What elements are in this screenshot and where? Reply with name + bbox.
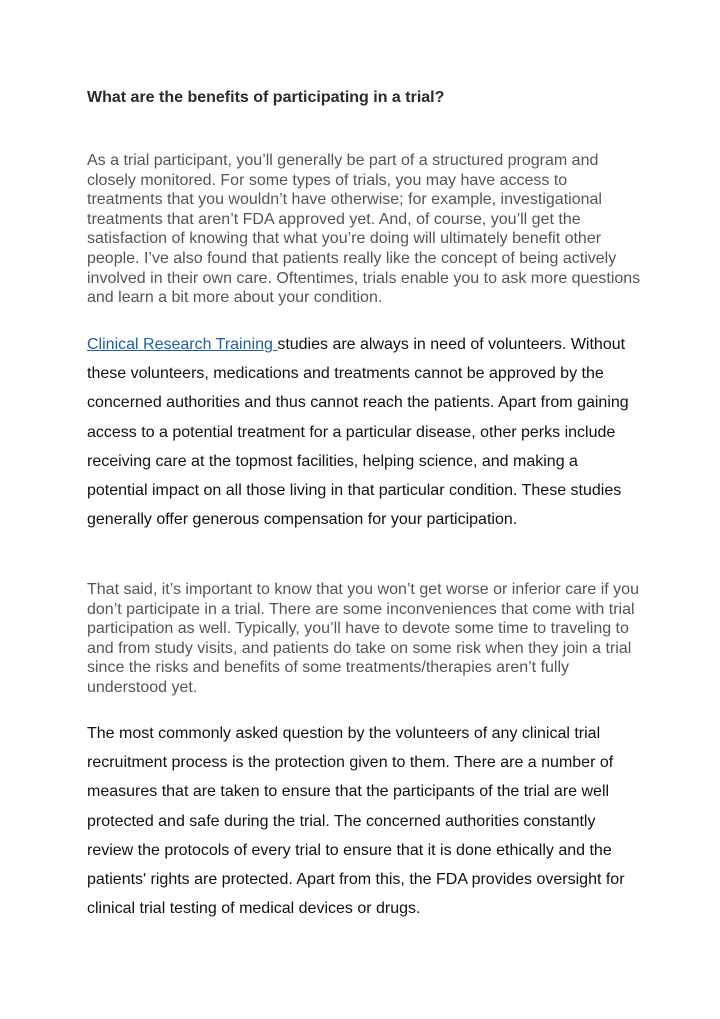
paragraph-inconveniences: That said, it’s important to know that you won’t get worse or inferior care if you don’t participate in a trial. There are some inconveniences that come with trial participation as well. Typically, you’ll have to devote some time to traveling to and from study visits, and patients do take on some risk when they join a trial since the risks and benefits of some treatments/therapies aren’t fully understood yet. — [87, 581, 639, 696]
paragraph-volunteers — [87, 330, 635, 534]
paragraph-benefits: As a trial participant, you’ll generally be part of a structured program and closely monitored. For some types of trials, you may have access to treatments that you wouldn’t have otherwise; for example, investigational treatments that aren’t FDA approved yet. And, of course, you’ll get the satisfaction of knowing that what you’re doing will ultimately benefit other people. I’ve also found that patients really like the concept of being actively involved in their own care. Oftentimes, trials enable you to ask more questions and learn a bit more about your condition. — [87, 152, 641, 307]
paragraph-volunteers-text: studies are always in need of volunteers. Without these volunteers, medications and treatments cannot be approved by the concerned authorities and thus cannot reach the patients. Apart from gaining access to a potential treatment for a particular disease, other perks include receiving care at the topmost facilities, helping science, and making a potential impact on all those living in that particular condition. These studies generally offer generous compensation for your participation. — [87, 336, 629, 529]
page-heading: What are the benefits of participating in a trial? — [87, 89, 445, 106]
paragraph-protection: The most commonly asked question by the volunteers of any clinical trial recruitment process is the protection given to them. There are a number of measures that are taken to ensure that the participants of the trial are well protected and safe during the trial. The concerned authorities constantly review the protocols of every trial to ensure that it is done ethically and the patients' rights are protected. Apart from this, the FDA provides oversight for clinical trial testing of medical devices or drugs. — [87, 725, 625, 918]
clinical-research-training-link[interactable]: Clinical Research Training — [87, 336, 278, 353]
